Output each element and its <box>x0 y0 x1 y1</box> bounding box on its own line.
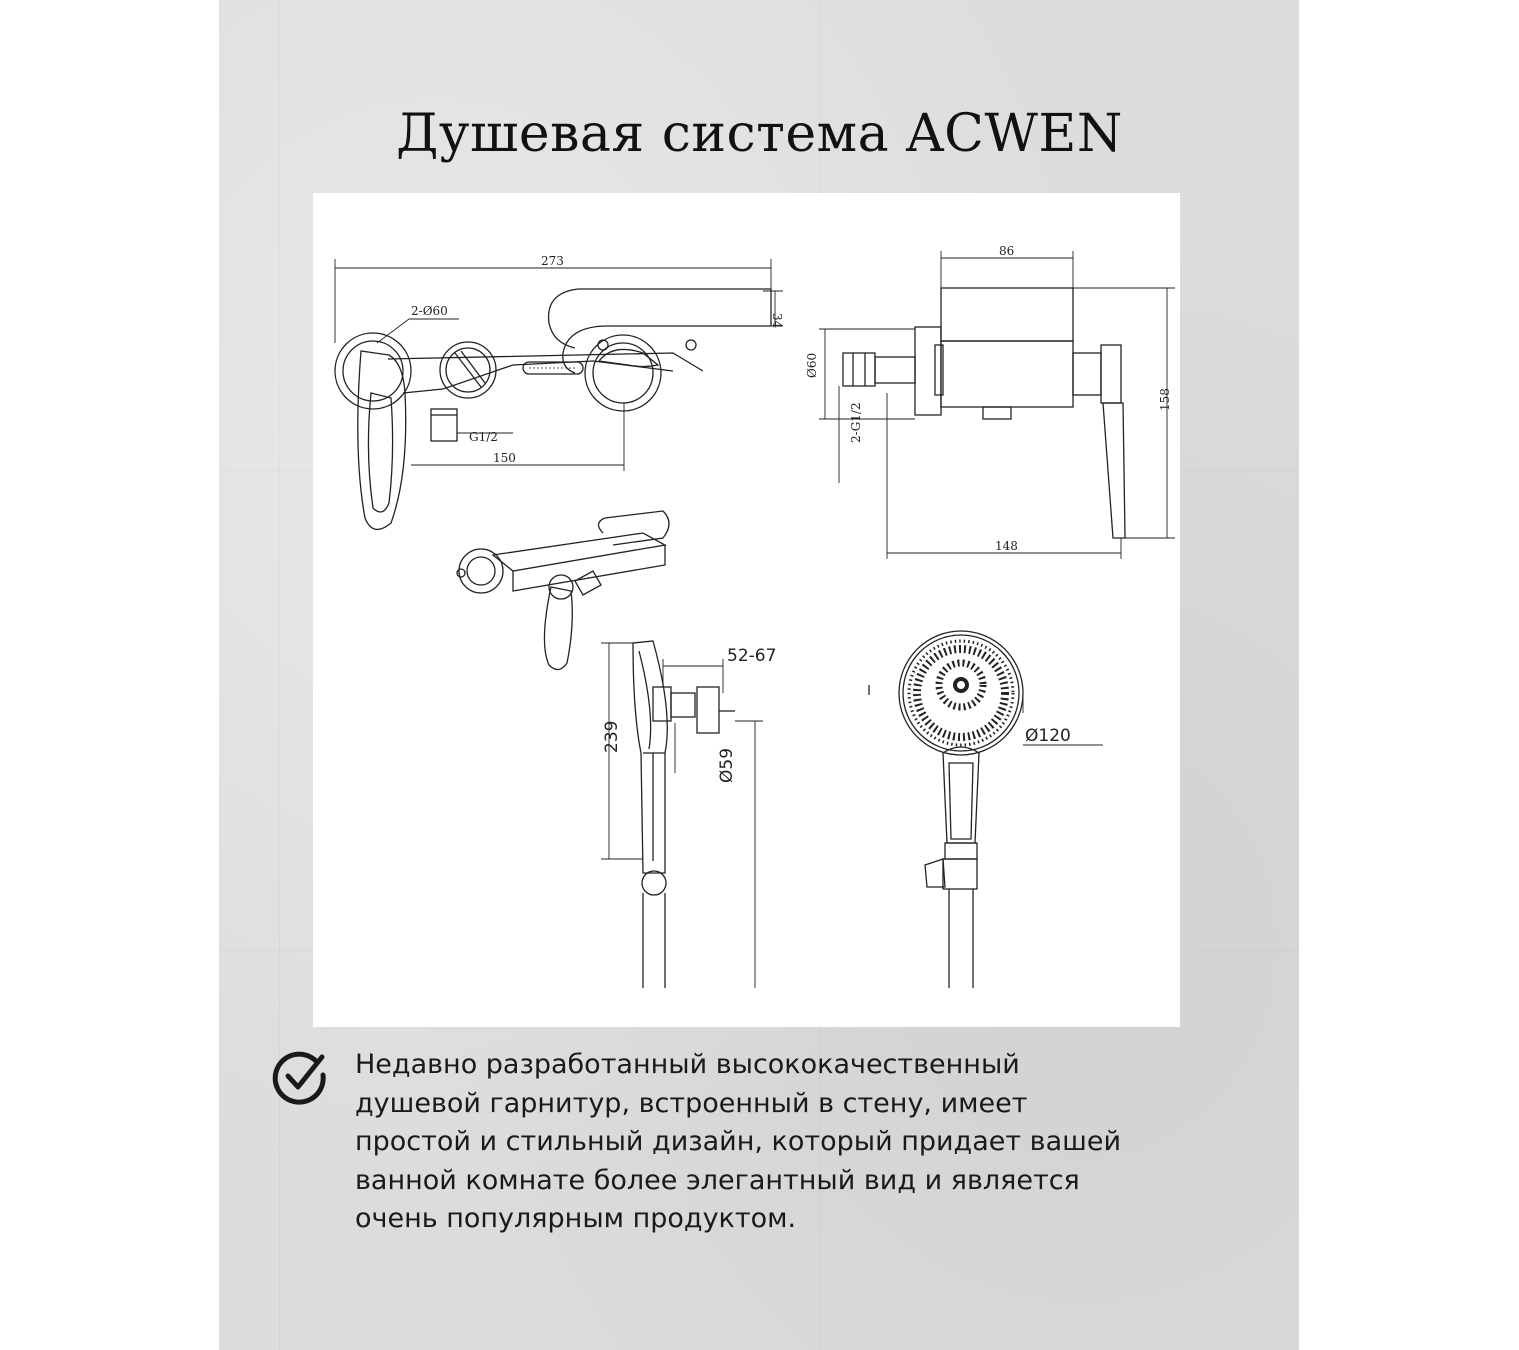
hand-shower-side <box>601 641 776 988</box>
dim-239: 239 <box>602 720 622 753</box>
dim-273: 273 <box>541 254 564 268</box>
dim-2-g-half: 2-G1/2 <box>849 402 863 443</box>
side-view <box>805 244 1175 559</box>
dim-148: 148 <box>995 539 1018 553</box>
check-circle-icon <box>270 1045 330 1105</box>
isometric-view <box>457 511 669 670</box>
dim-dia-60: Ø60 <box>805 352 819 378</box>
dim-34: 34 <box>770 313 784 329</box>
description-line: ванной комнате более элегантный вид и является <box>355 1164 1080 1196</box>
dim-g-half: G1/2 <box>469 430 498 444</box>
dim-86: 86 <box>999 244 1015 258</box>
page-title: Душевая система ACWEN <box>396 104 1123 164</box>
description-line: простой и стильный дизайн, который придает вашей <box>355 1126 1121 1157</box>
technical-drawing <box>313 193 1180 1027</box>
spray-nozzles <box>909 641 1013 745</box>
front-view <box>335 254 784 529</box>
dim-2-dia-60: 2-Ø60 <box>411 304 448 318</box>
dim-52-67: 52-67 <box>727 646 777 666</box>
description-text <box>355 1046 1255 1239</box>
dim-158: 158 <box>1158 388 1172 411</box>
description-line: Недавно разработанный высококачественный <box>355 1049 1020 1080</box>
description-line: очень популярным продуктом. <box>355 1203 797 1234</box>
dim-dia-59: Ø59 <box>717 747 737 783</box>
hand-shower-front <box>869 631 1103 988</box>
dim-150: 150 <box>493 451 516 465</box>
description-line: душевой гарнитур, встроенный в стену, имеет <box>355 1087 1028 1119</box>
dim-dia-120: Ø120 <box>1025 726 1071 746</box>
